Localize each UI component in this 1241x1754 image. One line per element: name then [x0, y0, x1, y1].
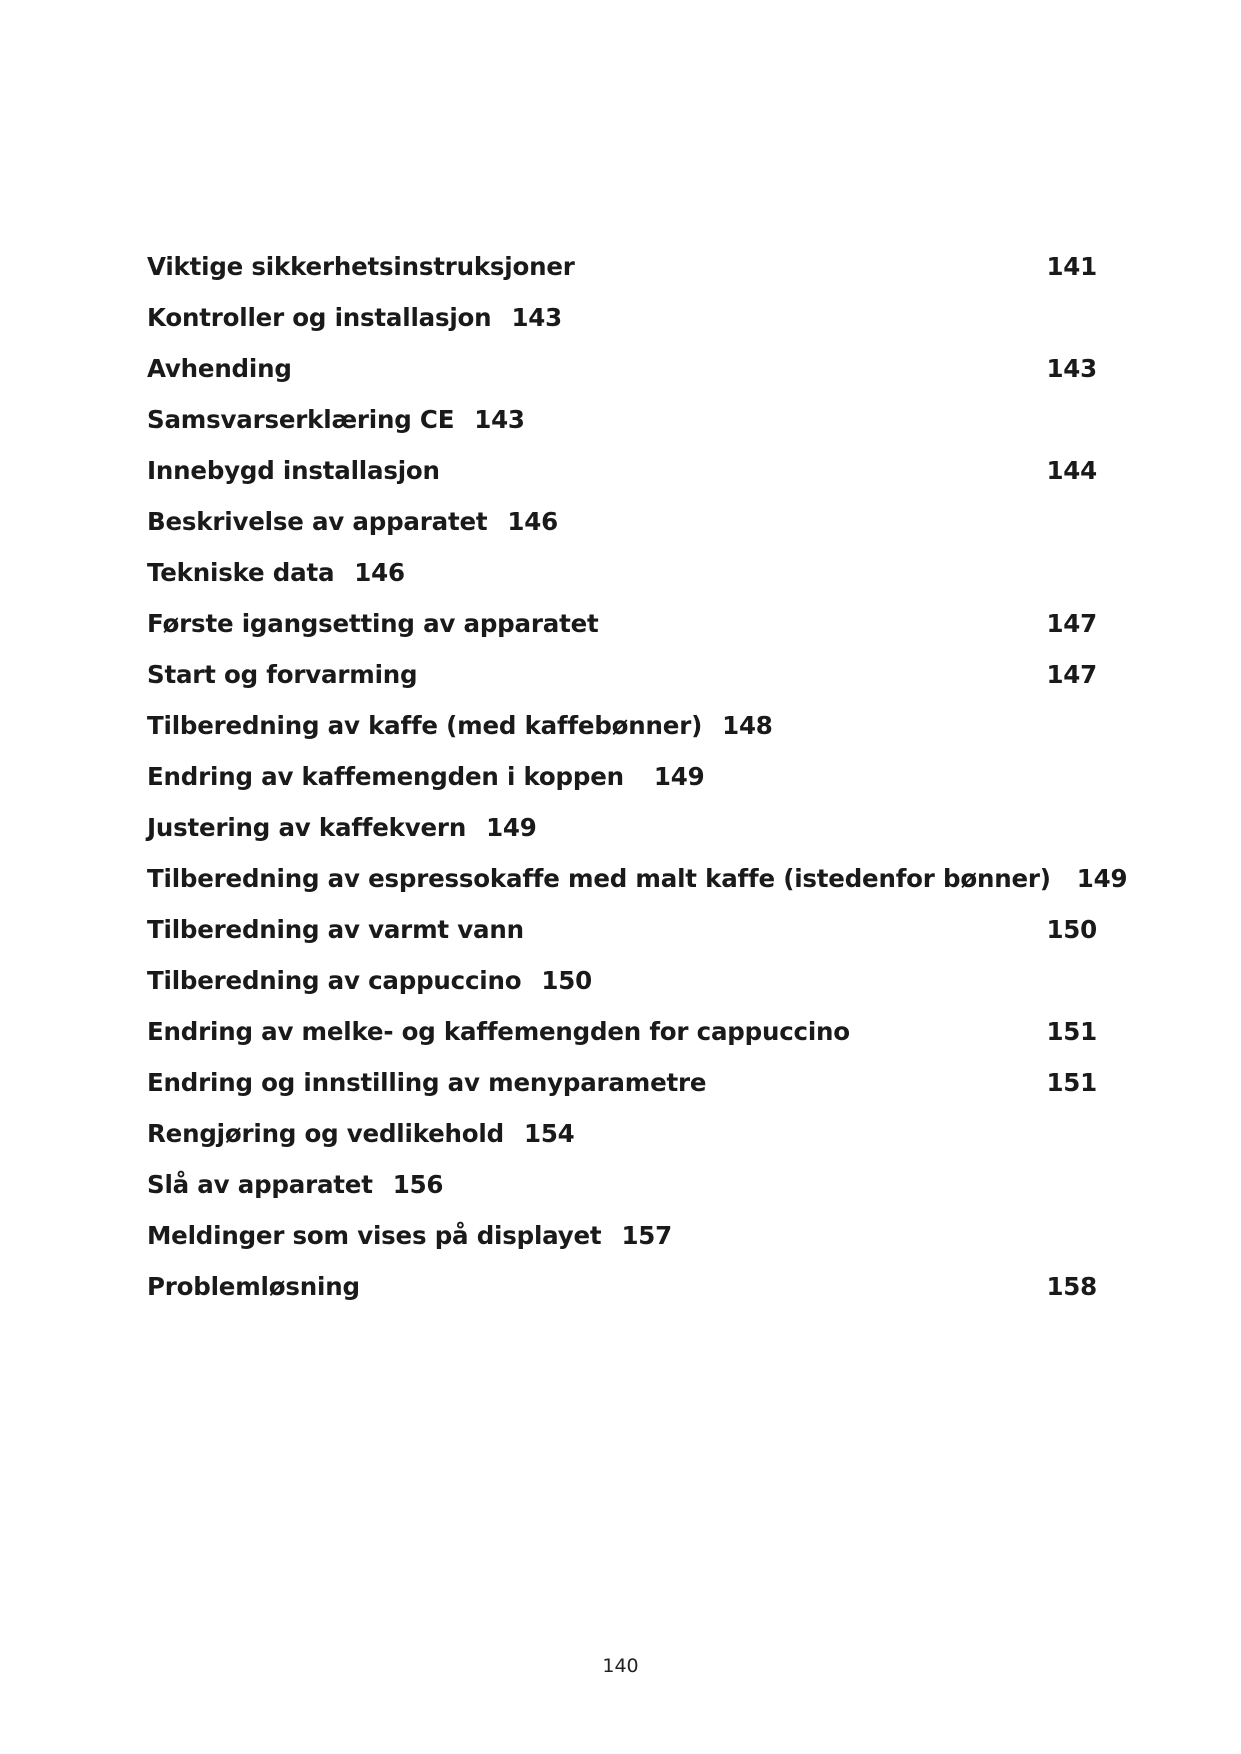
toc-entry-page: 150	[1046, 915, 1097, 944]
toc-entry-page: 143	[511, 303, 562, 332]
toc-entry-title: Tilberedning av espressokaffe med malt kaffe (istedenfor bønner)	[147, 864, 1051, 893]
toc-entry-tilberedning-av-varmt-vann	[147, 913, 1097, 964]
toc-entry-title: Viktige sikkerhetsinstruksjoner	[147, 252, 575, 281]
toc-entry-title: Slå av apparatet	[147, 1170, 373, 1199]
toc-entry-title: Avhending	[147, 354, 292, 383]
toc-entry-page: 143	[474, 405, 525, 434]
toc-entry-samsvarserklaering-ce	[147, 403, 1097, 454]
toc-entry-title: Meldinger som vises på displayet	[147, 1221, 602, 1250]
toc-entry-page: 151	[1046, 1017, 1097, 1046]
toc-entry-page: 149	[486, 813, 537, 842]
toc-entry-viktige-sikkerhetsinstruksjoner	[147, 250, 1097, 301]
footer-page-number: 140	[602, 1655, 639, 1677]
toc-entry-title: Start og forvarming	[147, 660, 418, 689]
toc-entry-rengjoring-og-vedlikehold	[147, 1117, 1097, 1168]
toc-entry-title: Problemløsning	[147, 1272, 360, 1301]
table-of-contents	[147, 250, 1128, 1321]
toc-entry-endring-og-innstilling	[147, 1066, 1097, 1117]
toc-entry-problemlosning	[147, 1270, 1097, 1321]
toc-entry-page: 156	[392, 1170, 444, 1199]
toc-entry-sla-av-apparatet	[147, 1168, 1097, 1219]
toc-entry-title: Tekniske data	[147, 558, 335, 587]
toc-entry-endring-av-melke-og-kaffemengden	[147, 1015, 1097, 1066]
toc-entry-tilberedning-av-kaffe	[147, 709, 1097, 760]
toc-entry-page: 149	[653, 762, 705, 791]
toc-entry-endring-av-kaffemengden	[147, 760, 1097, 811]
toc-entry-meldinger-pa-displayet	[147, 1219, 1097, 1270]
toc-entry-justering-av-kaffekvern	[147, 811, 1097, 862]
toc-entry-title: Endring av kaffemengden i koppen	[147, 762, 624, 791]
toc-entry-start-og-forvarming	[147, 658, 1097, 709]
toc-entry-title: Kontroller og installasjon	[147, 303, 492, 332]
toc-entry-page: 147	[1046, 609, 1097, 638]
toc-entry-page: 151	[1046, 1068, 1097, 1097]
toc-entry-page: 144	[1046, 456, 1097, 485]
toc-entry-innebygd-installasjon	[147, 454, 1097, 505]
toc-entry-page: 143	[1046, 354, 1097, 383]
toc-entry-page: 146	[354, 558, 405, 587]
toc-entry-title: Første igangsetting av apparatet	[147, 609, 599, 638]
toc-entry-page: 141	[1046, 252, 1097, 281]
toc-entry-title: Endring og innstilling av menyparametre	[147, 1068, 707, 1097]
toc-entry-title: Endring av melke- og kaffemengden for cappuccino	[147, 1017, 850, 1046]
toc-entry-title: Rengjøring og vedlikehold	[147, 1119, 504, 1148]
toc-entry-page: 149	[1076, 864, 1128, 893]
toc-entry-page: 157	[621, 1221, 672, 1250]
toc-entry-title: Samsvarserklæring CE	[147, 405, 455, 434]
toc-entry-page: 150	[541, 966, 592, 995]
toc-entry-tekniske-data	[147, 556, 1097, 607]
toc-entry-title: Tilberedning av kaffe (med kaffebønner)	[147, 711, 703, 740]
toc-entry-page: 148	[722, 711, 773, 740]
toc-entry-title: Beskrivelse av apparatet	[147, 507, 488, 536]
toc-entry-kontroller-og-installasjon	[147, 301, 1097, 352]
toc-entry-tilberedning-av-espressokaffe	[147, 862, 1128, 913]
toc-entry-title: Justering av kaffekvern	[147, 813, 467, 842]
toc-entry-title: Tilberedning av varmt vann	[147, 915, 524, 944]
toc-entry-title: Innebygd installasjon	[147, 456, 440, 485]
toc-entry-page: 158	[1046, 1272, 1097, 1301]
toc-entry-page: 154	[523, 1119, 575, 1148]
toc-entry-avhending	[147, 352, 1097, 403]
toc-entry-forste-igangsetting	[147, 607, 1097, 658]
toc-entry-title: Tilberedning av cappuccino	[147, 966, 522, 995]
toc-entry-page: 147	[1046, 660, 1097, 689]
toc-entry-beskrivelse-av-apparatet	[147, 505, 1097, 556]
toc-entry-tilberedning-av-cappuccino	[147, 964, 1097, 1015]
toc-entry-page: 146	[507, 507, 558, 536]
